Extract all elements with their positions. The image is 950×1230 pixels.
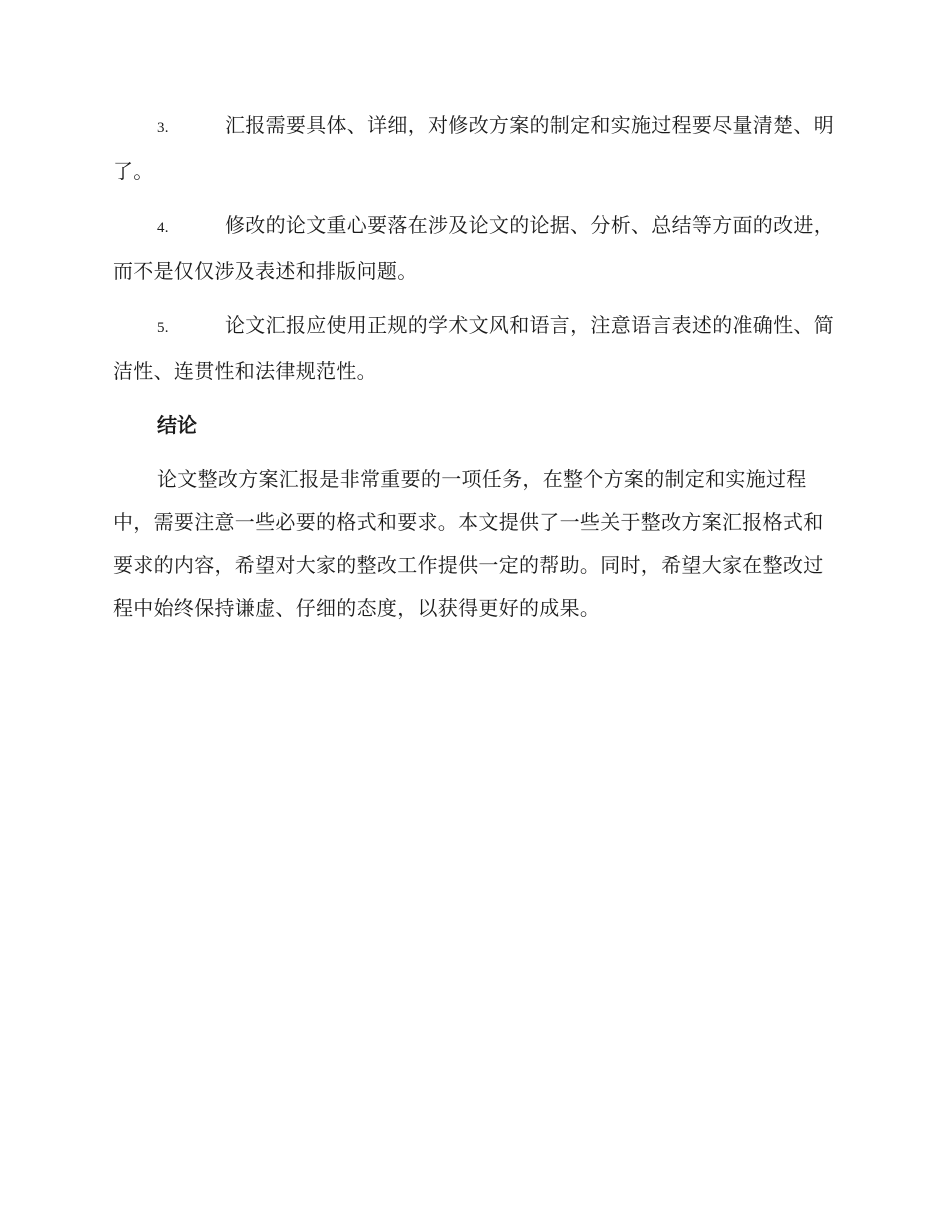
list-item <box>113 104 835 193</box>
list-item-text: 汇报需要具体、详细，对修改方案的制定和实施过程要尽量清楚、明了。 <box>113 113 834 183</box>
list-item <box>113 304 835 393</box>
list-item-text: 论文汇报应使用正规的学术文风和语言，注意语言表述的准确性、简洁性、连贯性和法律规范性。 <box>113 313 834 383</box>
section-heading-conclusion: 结论 <box>157 413 197 437</box>
list-item-number: 3. <box>157 120 169 136</box>
list-item <box>113 204 835 293</box>
list-item-text: 修改的论文重心要落在涉及论文的论据、分析、总结等方面的改进，而不是仅仅涉及表述和排版问题。 <box>113 213 834 283</box>
conclusion-paragraph: 论文整改方案汇报是非常重要的一项任务，在整个方案的制定和实施过程中，需要注意一些必要的格式和要求。本文提供了一些关于整改方案汇报格式和要求的内容，希望对大家的整改工作提供一定的帮助。同时，希望大家在整改过程中始终保持谦虚、仔细的态度，以获得更好的成果。 <box>113 467 824 620</box>
document-content <box>113 104 835 630</box>
list-item-number: 5. <box>157 320 169 336</box>
list-item-number: 4. <box>157 220 169 236</box>
